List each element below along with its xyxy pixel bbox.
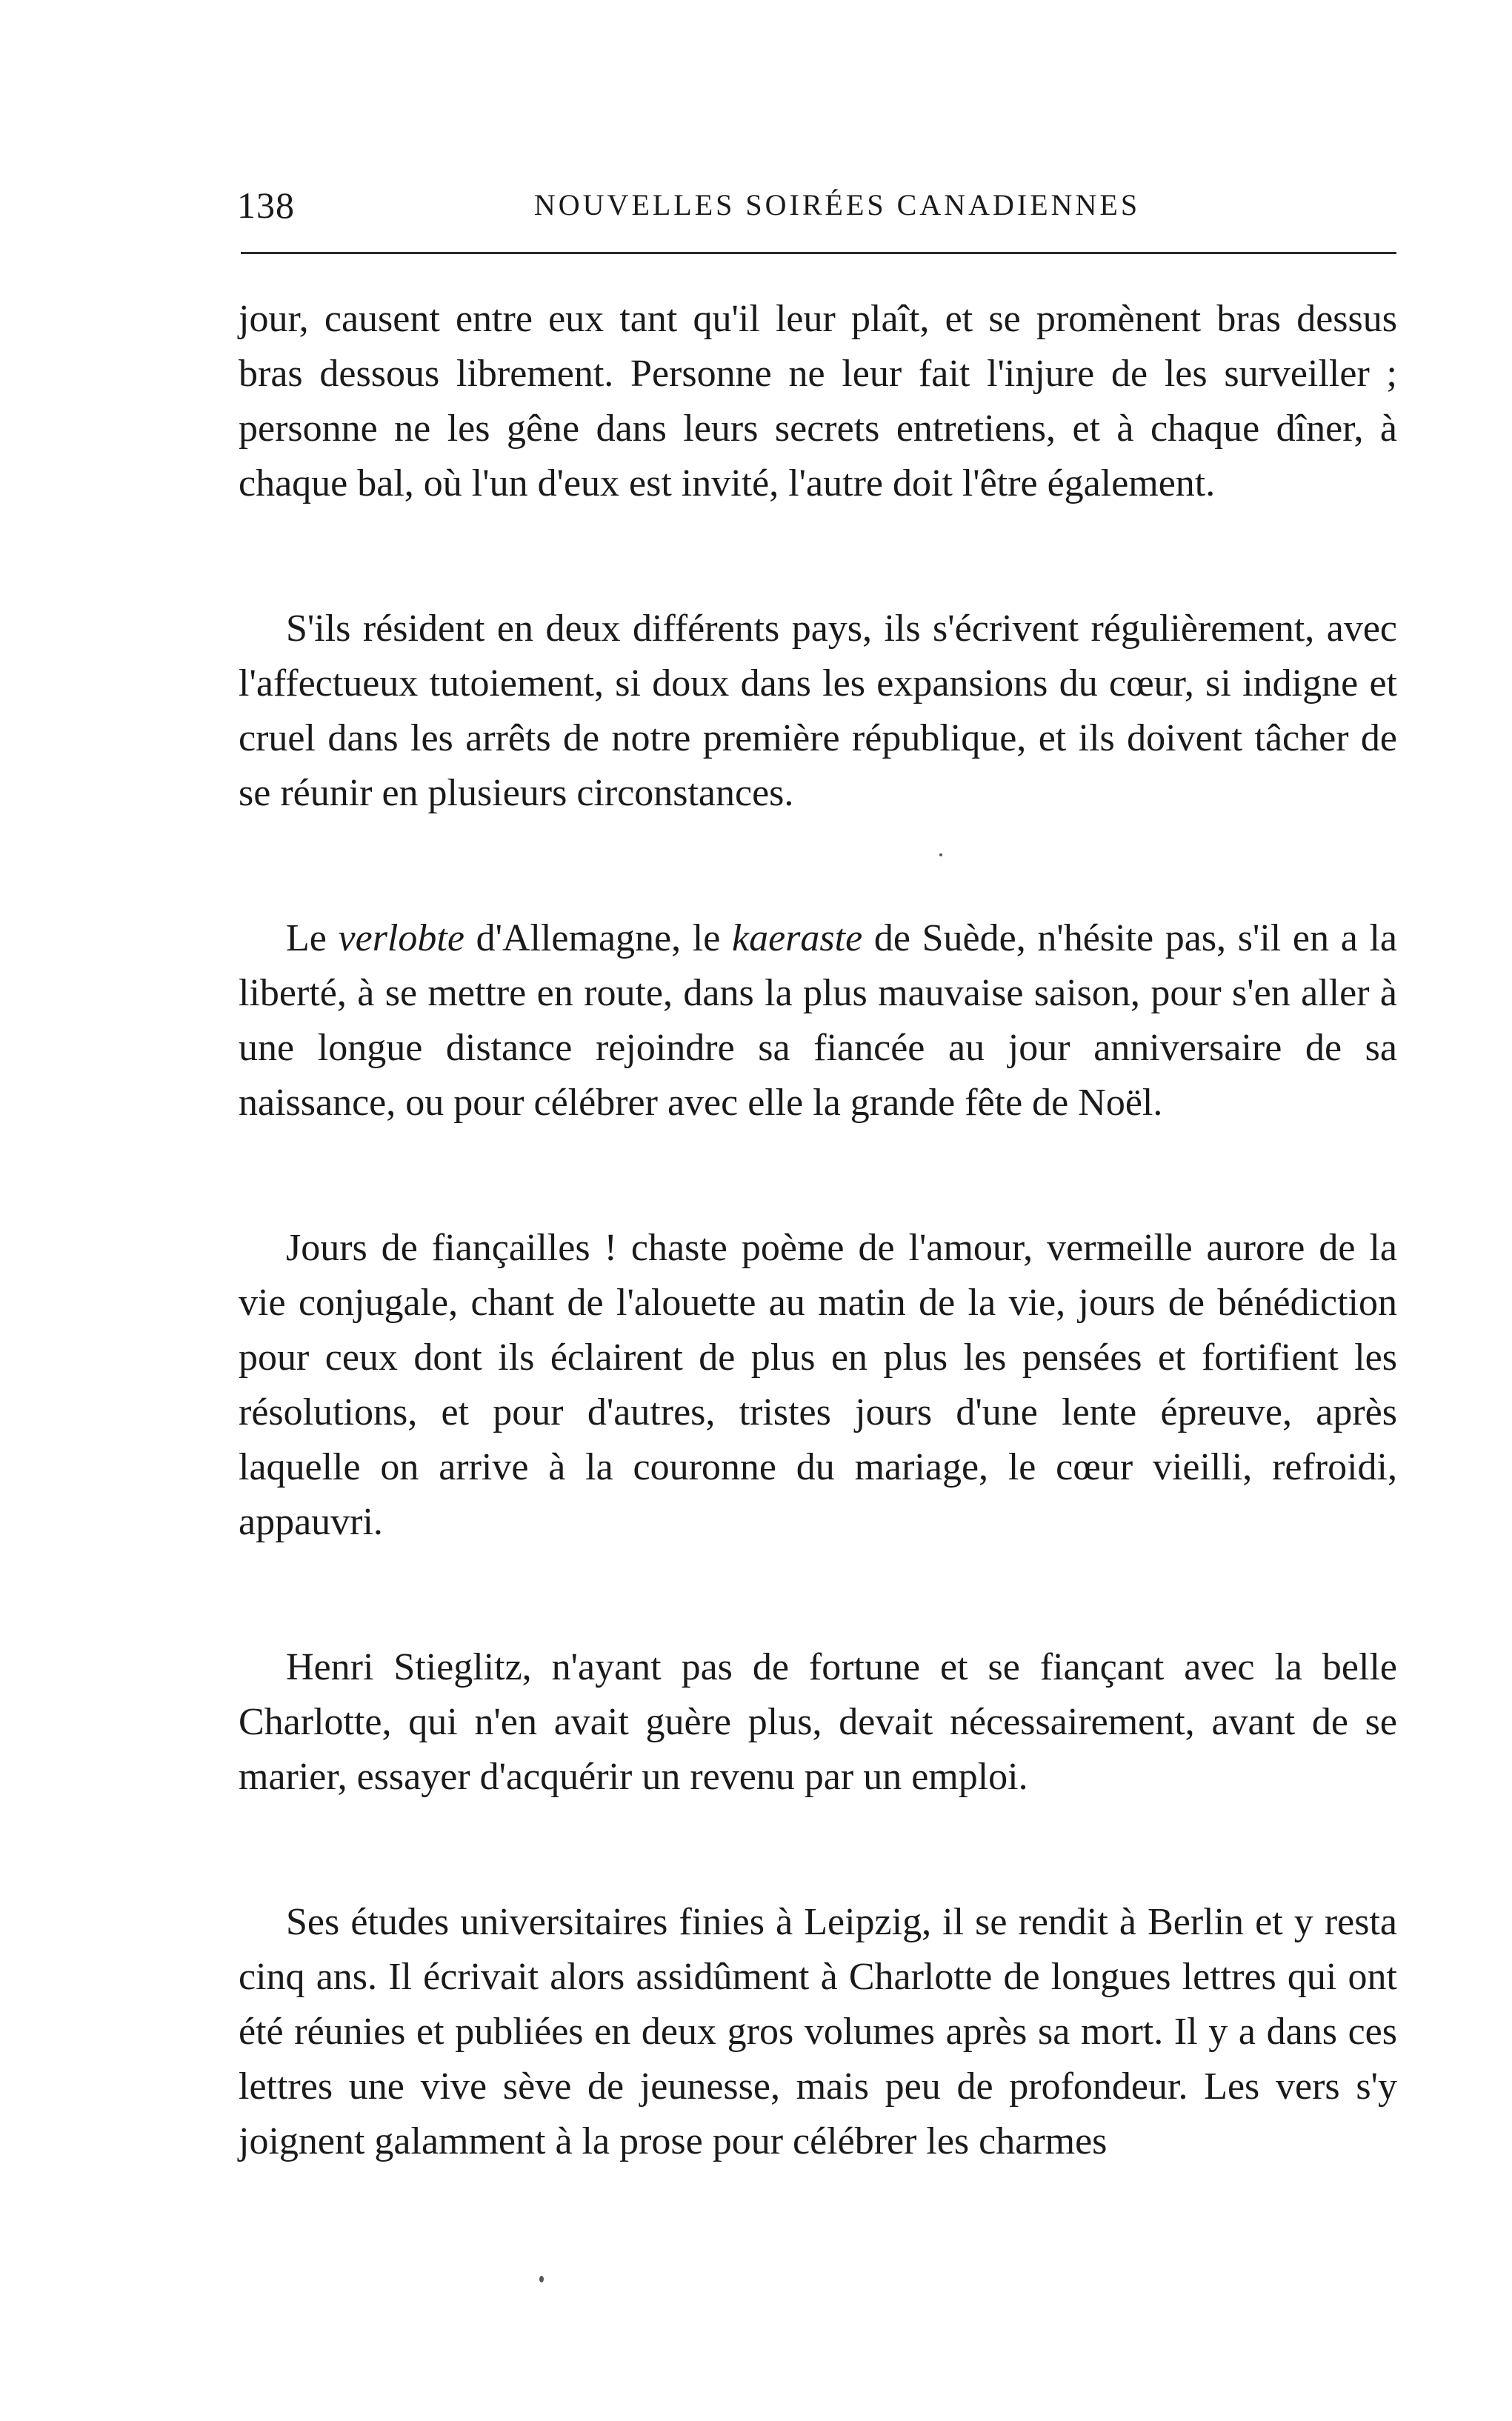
paragraph-3-start: Le (286, 917, 339, 959)
paragraph-6: Ses études universitaires finies à Leipzig, il se rendit à Berlin et y resta cinq ans. Il écrivait alors assidûment à Charlotte de longues lettres qui ont été réunies et publiées en deux gros volumes après sa mort. Il y a dans ces lettres une vive sève de jeunesse, mais peu de profondeur. Les vers s'y joignent galamment à la prose pour célébrer les charmes (239, 1901, 1397, 2162)
running-head (237, 172, 1393, 239)
body-text (239, 292, 1397, 2169)
page-number: 138 (237, 184, 295, 226)
paragraph-3 (239, 911, 1397, 1130)
paragraph-1: jour, causent entre eux tant qu'il leur plaît, et se promènent bras dessus bras dessous librement. Personne ne leur fait l'injure de les surveiller ; personne ne les gêne dans leurs secrets entretiens, et à chaque dîner, à chaque bal, où l'un d'eux est invité, l'autre doit l'être également. (239, 298, 1397, 504)
ink-speck-small (939, 853, 942, 856)
running-title: NOUVELLES SOIRÉES CANADIENNES (533, 188, 1141, 222)
paragraph-5: Henri Stieglitz, n'ayant pas de fortune et se fiançant avec la belle Charlotte, qui n'en avait guère plus, devait nécessairement, avant de se marier, essayer d'acquérir un revenu par un emploi. (239, 1646, 1397, 1798)
paragraph-4: Jours de fiançailles ! chaste poème de l'amour, vermeille aurore de la vie conjugale, chant de l'alouette au matin de la vie, jours de bénédiction pour ceux dont ils éclairent de plus en plus les pensées et fortifient les résolutions, et pour d'autres, tristes jours d'une lente épreuve, après laquelle on arrive à la couronne du mariage, le cœur vieilli, refroidi, appauvri. (239, 1227, 1397, 1543)
italic-verlobte: verlobte (338, 917, 464, 959)
header-rule (241, 252, 1396, 254)
paragraph-2: S'ils résident en deux différents pays, ils s'écrivent régulièrement, avec l'affectueux tutoiement, si doux dans les expansions du cœur, si indigne et cruel dans les arrêts de notre première république, et ils doivent tâcher de se réunir en plusieurs circonstances. (239, 607, 1397, 814)
italic-kaeraste: kaeraste (732, 917, 863, 959)
ink-speck (539, 2276, 544, 2282)
paragraph-3-middle: d'Allemagne, le (464, 917, 732, 959)
paragraph-3-end: de Suède, n'hésite pas, s'il en a la liberté, à se mettre en route, dans la plus mauvaise saison, pour s'en aller à une longue distance rejoindre sa fiancée au jour anniversaire de sa naissance, ou pour célébrer avec elle la grande fête de Noël. (239, 917, 1397, 1124)
